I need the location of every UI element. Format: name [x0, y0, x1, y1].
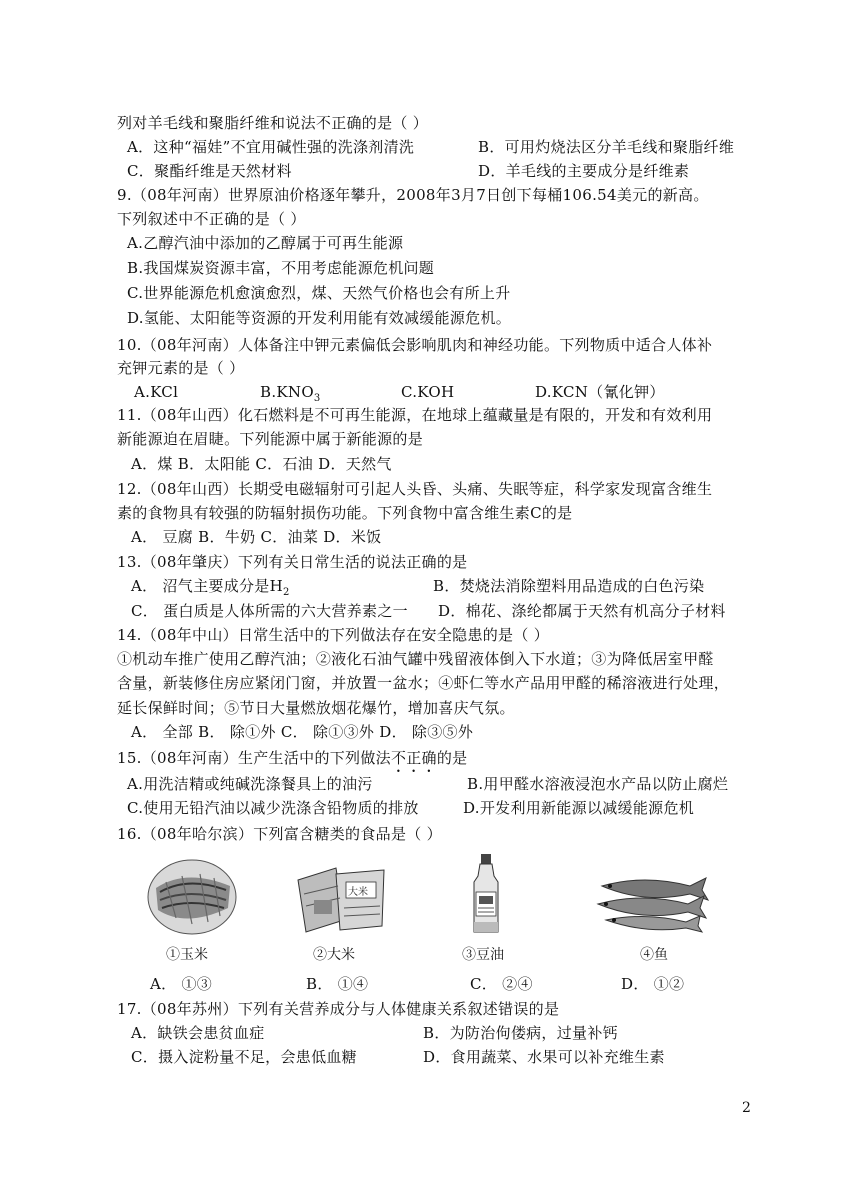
- q14-body-3: 延长保鲜时间；⑤节日大量燃放烟花爆竹，增加喜庆气氛。: [117, 699, 515, 717]
- q16-option-a: A． ①③: [150, 975, 213, 993]
- q8-option-a: A．这种“福娃”不宜用碱性强的洗涤剂清洗: [127, 138, 415, 156]
- rice-bag-label: 大米: [348, 887, 368, 898]
- q17-stem: 17.（08年苏州）下列有关营养成分与人体健康关系叙述错误的是: [117, 1000, 560, 1018]
- q11-options: A．煤 B．太阳能 C．石油 D．天然气: [131, 455, 392, 473]
- q12-options: A． 豆腐 B．牛奶 C．油菜 D．米饭: [131, 528, 382, 546]
- q15-option-b: B.用甲醛水溶液浸泡水产品以防止腐烂: [467, 775, 729, 793]
- q14-options: A． 全部 B． 除①外 C． 除①③外 D． 除③⑤外: [131, 723, 474, 741]
- q13-option-d: D．棉花、涤纶都属于天然有机高分子材料: [438, 602, 726, 620]
- q17-option-c: C．摄入淀粉量不足，会患低血糖: [131, 1048, 357, 1066]
- q14-body-2: 含量，新装修住房应紧闭门窗，并放置一盆水；④虾仁等水产品用甲醛的稀溶液进行处理，: [117, 674, 730, 692]
- q10-option-b: $B.KNO_3$: [260, 383, 321, 404]
- q8-option-c: C．聚酯纤维是天然材料: [127, 162, 292, 180]
- q11-stem-2: 新能源迫在眉睫。下列能源中属于新能源的是: [117, 430, 424, 448]
- fish-image: [594, 872, 712, 934]
- q13-option-a: A． 沼气主要成分是$H_2$: [131, 577, 290, 598]
- q13-option-c: C． 蛋白质是人体所需的六大营养素之一: [131, 602, 408, 620]
- q9-option-a: A.乙醇汽油中添加的乙醇属于可再生能源: [127, 234, 404, 252]
- q10-stem-2: 充钾元素的是（ ）: [117, 359, 245, 377]
- q12-stem-2: 素的食物具有较强的防辐射损伤功能。下列食物中富含维生素C的是: [117, 504, 573, 522]
- q9-stem-2: 下列叙述中不正确的是（ ）: [117, 210, 306, 228]
- q14-body-1: ①机动车推广使用乙醇汽油；②液化石油气罐中残留液体倒入下水道；③为降低居室甲醛: [117, 650, 714, 668]
- q16-option-d: D． ①②: [621, 975, 685, 993]
- caption-rice: ②大米: [313, 947, 355, 963]
- q9-option-b: B.我国煤炭资源丰富，不用考虑能源危机问题: [127, 259, 435, 277]
- corn-image: [146, 858, 238, 936]
- rice-bags-image: [292, 860, 390, 936]
- q10-option-d: D.KCN（氰化钾）: [535, 383, 665, 401]
- q8-stem: 列对羊毛线和聚脂纤维和说法不正确的是（ ）: [117, 114, 429, 132]
- q17-option-b: B．为防治佝偻病，过量补钙: [423, 1024, 618, 1042]
- q12-stem-1: 12.（08年山西）长期受电磁辐射可引起人头昏、头痛、失眠等症，科学家发现富含维生: [117, 480, 713, 498]
- q13-option-b: B．焚烧法消除塑料用品造成的白色污染: [433, 577, 705, 595]
- q16-option-b: B． ①④: [306, 975, 369, 993]
- q10-stem-1: 10.（08年河南）人体备注中钾元素偏低会影响肌肉和神经功能。下列物质中适合人体补: [117, 336, 713, 354]
- q9-option-c: C.世界能源危机愈演愈烈，煤、天然气价格也会有所上升: [127, 284, 511, 302]
- q10-option-a: A.KCl: [134, 383, 179, 401]
- q13-stem: 13.（08年肇庆）下列有关日常生活的说法正确的是: [117, 553, 468, 571]
- q11-stem-1: 11.（08年山西）化石燃料是不可再生能源，在地球上蕴藏量是有限的，开发和有效利用: [117, 406, 713, 424]
- oil-bottle-image: [468, 852, 504, 936]
- q8-option-b: B．可用灼烧法区分羊毛线和聚脂纤维: [478, 138, 735, 156]
- caption-fish: ④鱼: [640, 947, 668, 963]
- q14-stem: 14.（08年中山）日常生活中的下列做法存在安全隐患的是（ ）: [117, 626, 550, 644]
- q9-option-d: D.氢能、太阳能等资源的开发利用能有效减缓能源危机。: [127, 309, 512, 327]
- page-number: 2: [742, 1100, 751, 1116]
- q15-emphasis: 不正确: [390, 749, 437, 767]
- q15-option-d: D.开发利用新能源以减缓能源危机: [463, 799, 695, 817]
- caption-soy-oil: ③豆油: [462, 947, 504, 963]
- q10-option-c: C.KOH: [401, 383, 455, 401]
- q9-stem-1: 9.（08年河南）世界原油价格逐年攀升，2008年3月7日创下每桶106.54美元的新高。: [117, 186, 709, 204]
- q8-option-d: D．羊毛线的主要成分是纤维素: [478, 162, 690, 180]
- q16-stem: 16.（08年哈尔滨）下列富含糖类的食品是（ ）: [117, 825, 442, 843]
- q17-option-d: D．食用蔬菜、水果可以补充维生素: [423, 1048, 665, 1066]
- q16-option-c: C． ②④: [470, 975, 533, 993]
- q15-option-a: A.用洗洁精或纯碱洗涤餐具上的油污: [127, 775, 373, 793]
- q17-option-a: A．缺铁会患贫血症: [131, 1024, 265, 1042]
- q15-option-c: C.使用无铅汽油以减少洗涤含铅物质的排放: [127, 799, 419, 817]
- caption-corn: ①玉米: [166, 947, 208, 963]
- q15-stem: 15.（08年河南）生产生活中的下列做法不正确的是: [117, 749, 468, 767]
